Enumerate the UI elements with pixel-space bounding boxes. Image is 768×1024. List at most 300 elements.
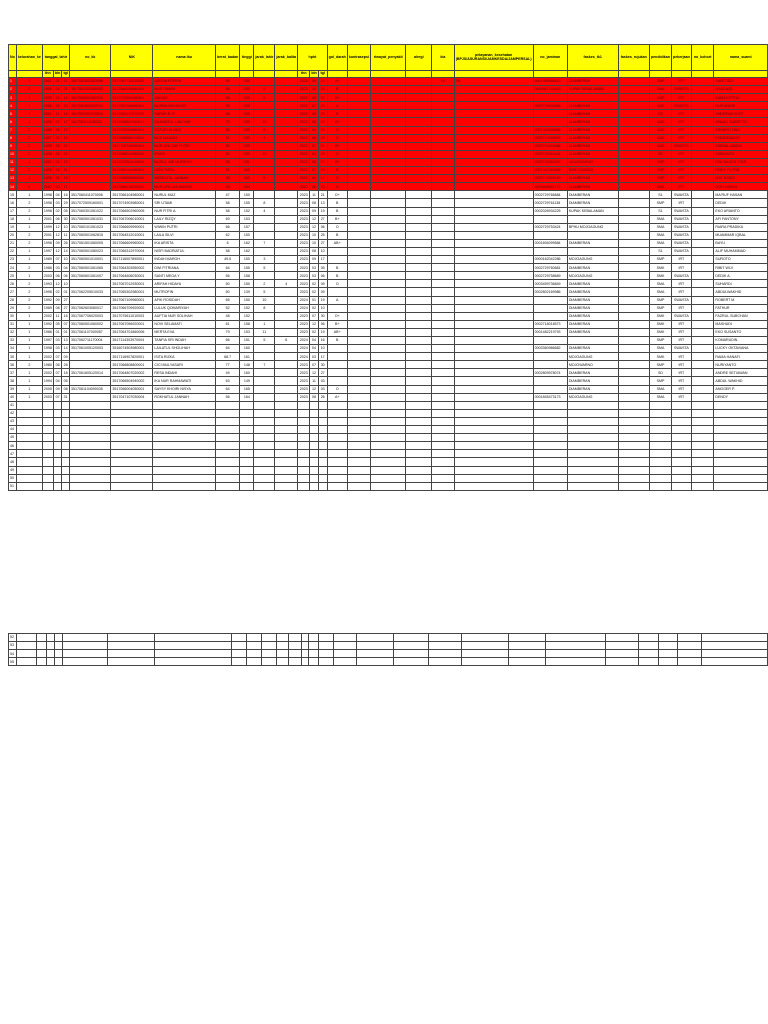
cell-pk[interactable] — [454, 361, 533, 369]
cell-gd[interactable] — [327, 304, 347, 312]
empty-cell[interactable] — [247, 642, 262, 650]
cell-jl[interactable]: 5 — [254, 264, 275, 272]
cell-no[interactable]: 23 — [9, 256, 17, 264]
cell-ns[interactable]: KOMARUDIN — [714, 337, 768, 345]
empty-cell[interactable] — [605, 658, 638, 666]
cell-gd[interactable]: B+ — [327, 94, 347, 102]
cell-ks[interactable] — [347, 118, 370, 126]
empty-cell[interactable] — [618, 442, 649, 450]
cell-nk[interactable] — [691, 126, 714, 134]
cell-no[interactable]: 40 — [9, 393, 17, 401]
cell-kel[interactable]: 1 — [16, 393, 42, 401]
cell-pd[interactable]: SMA — [649, 215, 671, 223]
cell-tb[interactable]: 160 — [240, 183, 254, 191]
cell-ks[interactable] — [347, 393, 370, 401]
cell-bb[interactable]: 50 — [215, 280, 239, 288]
empty-cell[interactable] — [240, 474, 254, 482]
cell-thn[interactable]: 2001 — [42, 110, 53, 118]
cell-kk[interactable]: 3517061111100002 — [70, 118, 111, 126]
empty-cell[interactable] — [605, 634, 638, 642]
empty-cell[interactable] — [714, 401, 768, 409]
cell-nk[interactable] — [691, 337, 714, 345]
cell-bln[interactable]: 06 — [53, 215, 61, 223]
cell-nik[interactable]: 3517116007890001 — [111, 256, 153, 264]
cell-pj[interactable]: SWASTA — [671, 191, 691, 199]
cell-nama[interactable]: AFIK ROSIDAH — [153, 296, 216, 304]
cell-pd[interactable]: SMP — [649, 361, 671, 369]
cell-kk[interactable]: 3517060411070006 — [70, 191, 111, 199]
cell-kia[interactable] — [432, 385, 455, 393]
cell-thn[interactable]: 2003 — [42, 272, 53, 280]
cell-hb[interactable]: 11 — [310, 191, 318, 199]
cell-kk[interactable]: 3517061104090035 — [70, 385, 111, 393]
empty-cell[interactable] — [42, 474, 53, 482]
cell-rp[interactable] — [371, 345, 406, 353]
empty-cell[interactable] — [247, 634, 262, 642]
cell-nik[interactable]: 3517065206880001 — [111, 126, 153, 134]
cell-nk[interactable] — [691, 231, 714, 239]
cell-al[interactable] — [406, 207, 432, 215]
empty-row[interactable] — [9, 434, 768, 442]
cell-thn[interactable]: 1996 — [42, 118, 53, 126]
empty-cell[interactable] — [546, 634, 606, 642]
cell-ks[interactable] — [347, 337, 370, 345]
cell-no[interactable]: 25 — [9, 272, 17, 280]
empty-cell[interactable] — [153, 417, 216, 425]
cell-jl[interactable]: 2 — [254, 280, 275, 288]
cell-al[interactable] — [406, 231, 432, 239]
empty-cell[interactable] — [394, 634, 429, 642]
cell-kk[interactable]: 3517061609020001 — [70, 102, 111, 110]
cell-al[interactable] — [406, 320, 432, 328]
cell-fr[interactable] — [618, 272, 649, 280]
cell-nj[interactable]: 0002729604065 — [533, 102, 567, 110]
cell-rp[interactable] — [371, 280, 406, 288]
empty-cell[interactable] — [153, 466, 216, 474]
cell-pd[interactable]: SMK — [649, 312, 671, 320]
cell-al[interactable] — [406, 328, 432, 336]
cell-tgl[interactable]: 16 — [62, 110, 70, 118]
empty-cell[interactable] — [310, 466, 318, 474]
cell-bb[interactable]: 48 — [215, 312, 239, 320]
table-row[interactable] — [9, 369, 768, 377]
cell-pk[interactable] — [454, 110, 533, 118]
table-row[interactable] — [9, 328, 768, 336]
cell-f1[interactable]: DIAMBERAN — [567, 102, 618, 110]
cell-thn[interactable]: 1998 — [42, 191, 53, 199]
cell-tgl[interactable]: 30 — [62, 215, 70, 223]
cell-ks[interactable] — [347, 110, 370, 118]
cell-nik[interactable]: 3517066312970004 — [111, 247, 153, 255]
cell-ks[interactable] — [347, 207, 370, 215]
cell-tb[interactable]: 139 — [240, 288, 254, 296]
cell-thn[interactable]: 2005 — [42, 385, 53, 393]
empty-cell[interactable] — [215, 450, 239, 458]
cell-kia[interactable] — [432, 288, 455, 296]
cell-hd[interactable]: 27 — [318, 239, 327, 247]
empty-cell[interactable] — [70, 417, 111, 425]
cell-bb[interactable]: 48 — [215, 175, 239, 183]
cell-tb[interactable]: 150 — [240, 280, 254, 288]
cell-kel[interactable]: 2 — [16, 207, 42, 215]
cell-nama[interactable]: NUR FITRI A. — [153, 207, 216, 215]
cell-pd[interactable]: SMK — [649, 328, 671, 336]
cell-al[interactable] — [406, 223, 432, 231]
cell-jb[interactable] — [275, 199, 298, 207]
empty-cell[interactable] — [310, 458, 318, 466]
cell-tgl[interactable]: 20 — [62, 142, 70, 150]
cell-nj[interactable] — [533, 118, 567, 126]
empty-cell[interactable] — [62, 658, 108, 666]
cell-ns[interactable]: ASHARI TONO — [714, 126, 768, 134]
empty-cell[interactable] — [298, 450, 310, 458]
cell-fr[interactable] — [618, 215, 649, 223]
cell-bb[interactable]: 64 — [215, 264, 239, 272]
empty-cell[interactable] — [649, 482, 671, 490]
cell-no[interactable]: 45 — [9, 434, 17, 442]
empty-cell[interactable] — [356, 658, 394, 666]
cell-fr[interactable] — [618, 304, 649, 312]
cell-no[interactable]: 53 — [9, 642, 17, 650]
cell-pj[interactable]: IRT — [671, 320, 691, 328]
cell-bb[interactable]: 46 — [215, 183, 239, 191]
cell-thn[interactable]: 1997 — [42, 247, 53, 255]
empty-cell[interactable] — [533, 450, 567, 458]
cell-thn[interactable]: 1986 — [42, 102, 53, 110]
cell-bb[interactable]: 63 — [215, 377, 239, 385]
cell-nama[interactable]: CENI TIARA — [153, 167, 216, 175]
col-pelayanan-kesehatan[interactable]: pelayanan_kesehatan (BPJS/ASURANSI/JAMKESDA/JAMPERSAL) — [454, 45, 533, 71]
empty-cell[interactable] — [298, 409, 310, 417]
cell-al[interactable] — [406, 183, 432, 191]
cell-bb[interactable]: 66 — [215, 86, 239, 94]
cell-pj[interactable]: IRT — [671, 94, 691, 102]
empty-cell[interactable] — [347, 482, 370, 490]
empty-cell[interactable] — [318, 466, 327, 474]
cell-nj[interactable] — [533, 110, 567, 118]
empty-cell[interactable] — [406, 458, 432, 466]
empty-row[interactable] — [9, 409, 768, 417]
cell-nk[interactable] — [691, 78, 714, 86]
cell-kel[interactable]: 2 — [16, 296, 42, 304]
cell-al[interactable] — [406, 361, 432, 369]
cell-kk[interactable]: 3517062205010033 — [70, 288, 111, 296]
cell-bb[interactable]: 66 — [215, 223, 239, 231]
cell-rp[interactable] — [371, 312, 406, 320]
cell-tgl[interactable]: 16 — [62, 312, 70, 320]
col-no-jaminan[interactable]: no_jaminan — [533, 45, 567, 71]
cell-jl[interactable] — [254, 393, 275, 401]
cell-gd[interactable]: O — [327, 126, 347, 134]
empty-cell[interactable] — [62, 450, 70, 458]
empty-cell[interactable] — [691, 442, 714, 450]
cell-pj[interactable]: IRT — [671, 369, 691, 377]
empty-cell[interactable] — [347, 401, 370, 409]
cell-bln[interactable]: 04 — [53, 86, 61, 94]
cell-hb[interactable]: 10 — [310, 239, 318, 247]
cell-f1[interactable]: MOJOWARNO — [567, 361, 618, 369]
cell-thn[interactable]: 2002 — [42, 353, 53, 361]
empty-row[interactable] — [9, 466, 768, 474]
empty-cell[interactable] — [310, 434, 318, 442]
empty-cell[interactable] — [406, 474, 432, 482]
cell-pd[interactable]: SMA — [649, 280, 671, 288]
cell-ks[interactable] — [347, 167, 370, 175]
cell-kk[interactable]: 3517061605120014 — [70, 369, 111, 377]
empty-cell[interactable] — [333, 642, 356, 650]
cell-hd[interactable]: 30 — [318, 312, 327, 320]
empty-cell[interactable] — [691, 450, 714, 458]
cell-ks[interactable] — [347, 369, 370, 377]
cell-f1[interactable]: DIAMBERAN — [567, 183, 618, 191]
empty-cell[interactable] — [302, 650, 309, 658]
cell-hb[interactable]: 07 — [310, 312, 318, 320]
cell-nama[interactable]: ADELIA FITRI M — [153, 78, 216, 86]
cell-no[interactable]: 46 — [9, 442, 17, 450]
empty-cell[interactable] — [240, 417, 254, 425]
cell-no[interactable]: 33 — [9, 337, 17, 345]
cell-f1[interactable]: DIAMBERAN — [567, 239, 618, 247]
cell-pk[interactable] — [454, 296, 533, 304]
empty-cell[interactable] — [254, 426, 275, 434]
empty-cell[interactable] — [454, 434, 533, 442]
empty-cell[interactable] — [54, 634, 62, 642]
empty-cell[interactable] — [714, 417, 768, 425]
cell-ks[interactable] — [347, 304, 370, 312]
empty-cell[interactable] — [275, 466, 298, 474]
cell-rp[interactable] — [371, 369, 406, 377]
cell-nik[interactable]: 3517065302980001 — [111, 288, 153, 296]
cell-kk[interactable] — [70, 158, 111, 166]
cell-bb[interactable]: 50 — [215, 288, 239, 296]
cell-thn[interactable]: 1996 — [42, 239, 53, 247]
empty-cell[interactable] — [155, 658, 232, 666]
cell-tb[interactable]: 159 — [240, 94, 254, 102]
cell-nama[interactable]: IKA NUR RAHMAWATI — [153, 377, 216, 385]
table-row[interactable] — [9, 264, 768, 272]
cell-tb[interactable]: 151 — [240, 158, 254, 166]
cell-tb[interactable]: 153 — [240, 328, 254, 336]
cell-pd[interactable]: SMP — [649, 256, 671, 264]
table-row[interactable] — [9, 78, 768, 86]
cell-pd[interactable]: SMA — [649, 385, 671, 393]
empty-row[interactable] — [9, 450, 768, 458]
table-row[interactable] — [9, 385, 768, 393]
cell-kk[interactable]: 3517060501060002 — [70, 320, 111, 328]
cell-tgl[interactable]: 12 — [62, 158, 70, 166]
cell-hb[interactable]: 07 — [310, 167, 318, 175]
cell-fr[interactable] — [618, 328, 649, 336]
cell-nik[interactable]: 3517066010980002 — [111, 150, 153, 158]
cell-thn[interactable]: 1996 — [42, 207, 53, 215]
cell-kia[interactable] — [432, 207, 455, 215]
cell-pk[interactable] — [454, 94, 533, 102]
table-row[interactable] — [9, 239, 768, 247]
cell-ns[interactable]: ABDULWAKHID — [714, 288, 768, 296]
cell-fr[interactable] — [618, 377, 649, 385]
cell-nama[interactable]: NISFI BADRIATUL — [153, 247, 216, 255]
cell-bln[interactable]: 11 — [53, 110, 61, 118]
empty-cell[interactable] — [318, 450, 327, 458]
cell-kel[interactable]: 2 — [16, 304, 42, 312]
empty-cell[interactable] — [42, 482, 53, 490]
cell-jb[interactable] — [275, 215, 298, 223]
cell-thn[interactable]: 2003 — [42, 393, 53, 401]
table-row[interactable] — [9, 345, 768, 353]
cell-f1[interactable]: DIAMBERAN — [567, 199, 618, 207]
cell-pk[interactable] — [454, 118, 533, 126]
cell-fr[interactable] — [618, 175, 649, 183]
cell-kel[interactable]: 2 — [16, 231, 42, 239]
cell-nj[interactable]: 0002710249093 — [533, 134, 567, 142]
empty-cell[interactable] — [406, 409, 432, 417]
empty-cell[interactable] — [53, 434, 61, 442]
empty-cell[interactable] — [62, 458, 70, 466]
cell-ks[interactable] — [347, 385, 370, 393]
cell-fr[interactable] — [618, 134, 649, 142]
cell-pk[interactable] — [454, 312, 533, 320]
empty-cell[interactable] — [42, 417, 53, 425]
cell-pd[interactable]: SMK — [649, 272, 671, 280]
empty-cell[interactable] — [215, 401, 239, 409]
empty-cell[interactable] — [54, 650, 62, 658]
cell-hb[interactable]: 02 — [310, 304, 318, 312]
cell-jl[interactable]: 9 — [254, 86, 275, 94]
cell-bb[interactable]: 47 — [215, 191, 239, 199]
cell-pk[interactable] — [454, 239, 533, 247]
cell-hb[interactable]: 07 — [310, 361, 318, 369]
empty-cell[interactable] — [649, 450, 671, 458]
empty-cell[interactable] — [53, 474, 61, 482]
cell-hd[interactable]: 03 — [318, 377, 327, 385]
cell-hd[interactable]: 06 — [318, 272, 327, 280]
cell-al[interactable] — [406, 369, 432, 377]
col-alergi[interactable]: alergi — [406, 45, 432, 71]
cell-rp[interactable] — [371, 231, 406, 239]
cell-pk[interactable] — [454, 304, 533, 312]
cell-gd[interactable]: A — [327, 102, 347, 110]
empty-cell[interactable] — [111, 426, 153, 434]
cell-hb[interactable]: 04 — [310, 150, 318, 158]
cell-rp[interactable] — [371, 175, 406, 183]
cell-kel[interactable]: 2 — [16, 150, 42, 158]
empty-cell[interactable] — [618, 417, 649, 425]
cell-ks[interactable] — [347, 272, 370, 280]
cell-al[interactable] — [406, 158, 432, 166]
empty-row[interactable] — [9, 401, 768, 409]
empty-cell[interactable] — [70, 434, 111, 442]
empty-cell[interactable] — [327, 450, 347, 458]
empty-cell[interactable] — [42, 434, 53, 442]
cell-ht[interactable]: 2023 — [298, 239, 310, 247]
cell-kel[interactable]: 1 — [16, 377, 42, 385]
empty-cell[interactable] — [533, 442, 567, 450]
cell-nj[interactable]: 0001869996813 — [533, 78, 567, 86]
empty-cell[interactable] — [46, 650, 54, 658]
empty-cell[interactable] — [714, 474, 768, 482]
cell-jl[interactable] — [254, 312, 275, 320]
cell-nik[interactable]: 3517066709920002 — [111, 304, 153, 312]
cell-hd[interactable]: 23 — [318, 78, 327, 86]
cell-thn[interactable]: 1986 — [42, 264, 53, 272]
cell-jb[interactable] — [275, 385, 298, 393]
empty-row[interactable] — [9, 417, 768, 425]
empty-cell[interactable] — [111, 401, 153, 409]
table-row[interactable] — [9, 361, 768, 369]
table-row[interactable] — [9, 102, 768, 110]
empty-cell[interactable] — [714, 466, 768, 474]
empty-cell[interactable] — [247, 658, 262, 666]
cell-pj[interactable]: SWASTA — [671, 345, 691, 353]
empty-cell[interactable] — [658, 634, 678, 642]
table-row[interactable] — [9, 207, 768, 215]
empty-cell[interactable] — [671, 434, 691, 442]
empty-cell[interactable] — [327, 417, 347, 425]
cell-hd[interactable]: 03 — [318, 385, 327, 393]
empty-cell[interactable] — [327, 442, 347, 450]
cell-kk[interactable]: 3517060501060003 — [70, 94, 111, 102]
cell-kel[interactable]: 2 — [16, 183, 42, 191]
cell-jl[interactable]: 8 — [254, 199, 275, 207]
cell-kel[interactable]: 2 — [16, 264, 42, 272]
cell-hb[interactable]: 09 — [310, 256, 318, 264]
empty-cell[interactable] — [70, 442, 111, 450]
cell-nik[interactable]: 3517065006970001 — [111, 134, 153, 142]
table-row[interactable] — [9, 142, 768, 150]
cell-kk[interactable]: 3517060101061023 — [70, 223, 111, 231]
cell-bb[interactable]: 55 — [215, 142, 239, 150]
cell-pk[interactable] — [454, 126, 533, 134]
cell-tb[interactable]: 159 — [240, 118, 254, 126]
cell-pd[interactable]: SMA — [649, 134, 671, 142]
cell-pk[interactable] — [454, 353, 533, 361]
empty-cell[interactable] — [318, 642, 333, 650]
cell-pj[interactable]: SWASTA — [671, 272, 691, 280]
cell-nj[interactable]: 0002729758689 — [533, 272, 567, 280]
cell-al[interactable] — [406, 377, 432, 385]
empty-cell[interactable] — [277, 658, 289, 666]
cell-nik[interactable]: 3517105708950001 — [111, 142, 153, 150]
cell-thn[interactable]: 1998 — [42, 288, 53, 296]
cell-jl[interactable]: 10 — [254, 296, 275, 304]
cell-pk[interactable] — [454, 369, 533, 377]
cell-al[interactable] — [406, 304, 432, 312]
cell-hd[interactable]: 21 — [318, 191, 327, 199]
cell-rp[interactable] — [371, 288, 406, 296]
cell-no[interactable]: 22 — [9, 247, 17, 255]
cell-hb[interactable]: 12 — [310, 369, 318, 377]
cell-thn[interactable]: 2002 — [42, 158, 53, 166]
cell-pd[interactable]: SMA — [649, 231, 671, 239]
cell-tgl[interactable]: 06 — [62, 272, 70, 280]
cell-tb[interactable]: 152 — [240, 304, 254, 312]
cell-nk[interactable] — [691, 142, 714, 150]
cell-ks[interactable] — [347, 78, 370, 86]
cell-ns[interactable]: SUROTO — [714, 256, 768, 264]
empty-cell[interactable] — [318, 658, 333, 666]
empty-cell[interactable] — [240, 466, 254, 474]
cell-bln[interactable]: 07 — [53, 118, 61, 126]
cell-no[interactable]: 2 — [9, 86, 17, 94]
table-row[interactable] — [9, 280, 768, 288]
cell-nk[interactable] — [691, 175, 714, 183]
cell-pj[interactable]: IRT — [671, 158, 691, 166]
cell-tb[interactable]: 160 — [240, 167, 254, 175]
empty-row[interactable] — [9, 482, 768, 490]
cell-pj[interactable]: IRT — [671, 175, 691, 183]
cell-gd[interactable] — [327, 361, 347, 369]
cell-ns[interactable]: FATHUR — [714, 304, 768, 312]
